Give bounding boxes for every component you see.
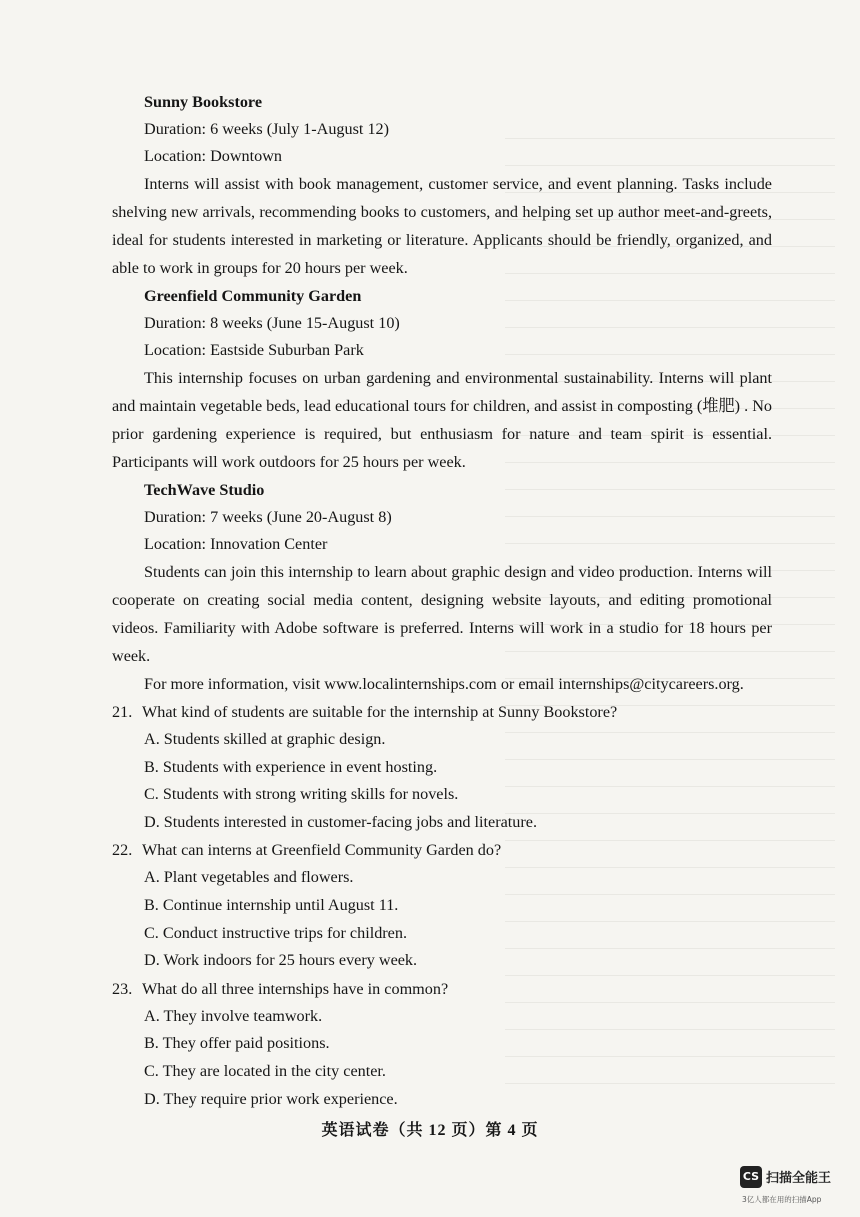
internship-block	[112, 476, 772, 670]
page-footer: 英语试卷（共 12 页）第 4 页	[321, 1122, 539, 1139]
internship-block	[112, 88, 772, 282]
question-text: What kind of students are suitable for the internship at Sunny Bookstore?	[142, 703, 618, 721]
answer-option: C. Students with strong writing skills for novels.	[144, 785, 459, 804]
question-text: What do all three internships have in common?	[142, 979, 449, 998]
answer-option: C. They are located in the city center.	[144, 1061, 386, 1080]
answer-option: D. They require prior work experience.	[144, 1089, 398, 1108]
question-number: 23.	[112, 979, 133, 998]
question-number: 21.	[112, 703, 133, 721]
internship-location: Location: Eastside Suburban Park	[144, 341, 364, 359]
question-21	[112, 698, 772, 836]
watermark-name: 扫描全能王	[766, 1171, 832, 1186]
more-info-line: For more information, visit www.localinternships.com or email internships@citycareers.org.	[144, 675, 744, 693]
internship-location: Location: Downtown	[144, 147, 283, 165]
answer-option: C. Conduct instructive trips for children.	[144, 923, 407, 942]
scanner-watermark	[740, 1166, 850, 1206]
question-stem	[112, 975, 772, 1003]
internship-location: Location: Innovation Center	[144, 535, 328, 553]
internship-title: TechWave Studio	[144, 481, 265, 499]
answer-option: B. Students with experience in event hosting.	[144, 757, 438, 776]
internship-description: Students can join this internship to learn about graphic design and video production. Interns will cooperate on creating social media content, designing website layouts, and editing promotional videos. Familiarity with Adobe software is preferred. Interns will work in a studio for 18 hours per week.	[112, 563, 772, 665]
camscanner-logo-icon: CS	[740, 1166, 762, 1188]
answer-option: A. They involve teamwork.	[144, 1006, 323, 1025]
internship-title: Sunny Bookstore	[144, 93, 262, 111]
answer-option: D. Work indoors for 25 hours every week.	[144, 951, 418, 970]
question-text: What can interns at Greenfield Community Garden do?	[142, 841, 502, 860]
internship-duration: Duration: 7 weeks (June 20-August 8)	[144, 508, 392, 526]
answer-option: B. They offer paid positions.	[144, 1034, 330, 1053]
answer-option: A. Plant vegetables and flowers.	[144, 868, 354, 887]
internship-description: This internship focuses on urban gardening and environmental sustainability. Interns will plant and maintain vegetable beds, lead educational tours for children, and assist in composting (堆肥) . No prior gardening experience is required, but enthusiasm for nature and team spirit is essential. Participants will work outdoors for 25 hours per week.	[112, 369, 772, 471]
internship-title: Greenfield Community Garden	[144, 287, 362, 305]
reading-passage	[112, 88, 772, 1113]
question-stem	[112, 698, 772, 726]
question-number: 22.	[112, 841, 133, 860]
internship-description: Interns will assist with book management, customer service, and event planning. Tasks include shelving new arrivals, recommending books to customers, and helping set up author meet-and-greets, ideal for students interested in marketing or literature. Applicants should be friendly, organized, and able to work in groups for 20 hours per week.	[112, 175, 772, 277]
internship-duration: Duration: 8 weeks (June 15-August 10)	[144, 314, 400, 332]
answer-option: A. Students skilled at graphic design.	[144, 730, 386, 748]
watermark-tagline: 3亿人都在用的扫描App	[742, 1195, 822, 1204]
question-23	[112, 975, 772, 1113]
internship-block	[112, 282, 772, 476]
answer-option: D. Students interested in customer-facing jobs and literature.	[144, 812, 538, 831]
question-22	[112, 836, 772, 974]
internship-duration: Duration: 6 weeks (July 1-August 12)	[144, 120, 390, 138]
answer-option: B. Continue internship until August 11.	[144, 895, 399, 914]
question-stem	[112, 836, 772, 864]
